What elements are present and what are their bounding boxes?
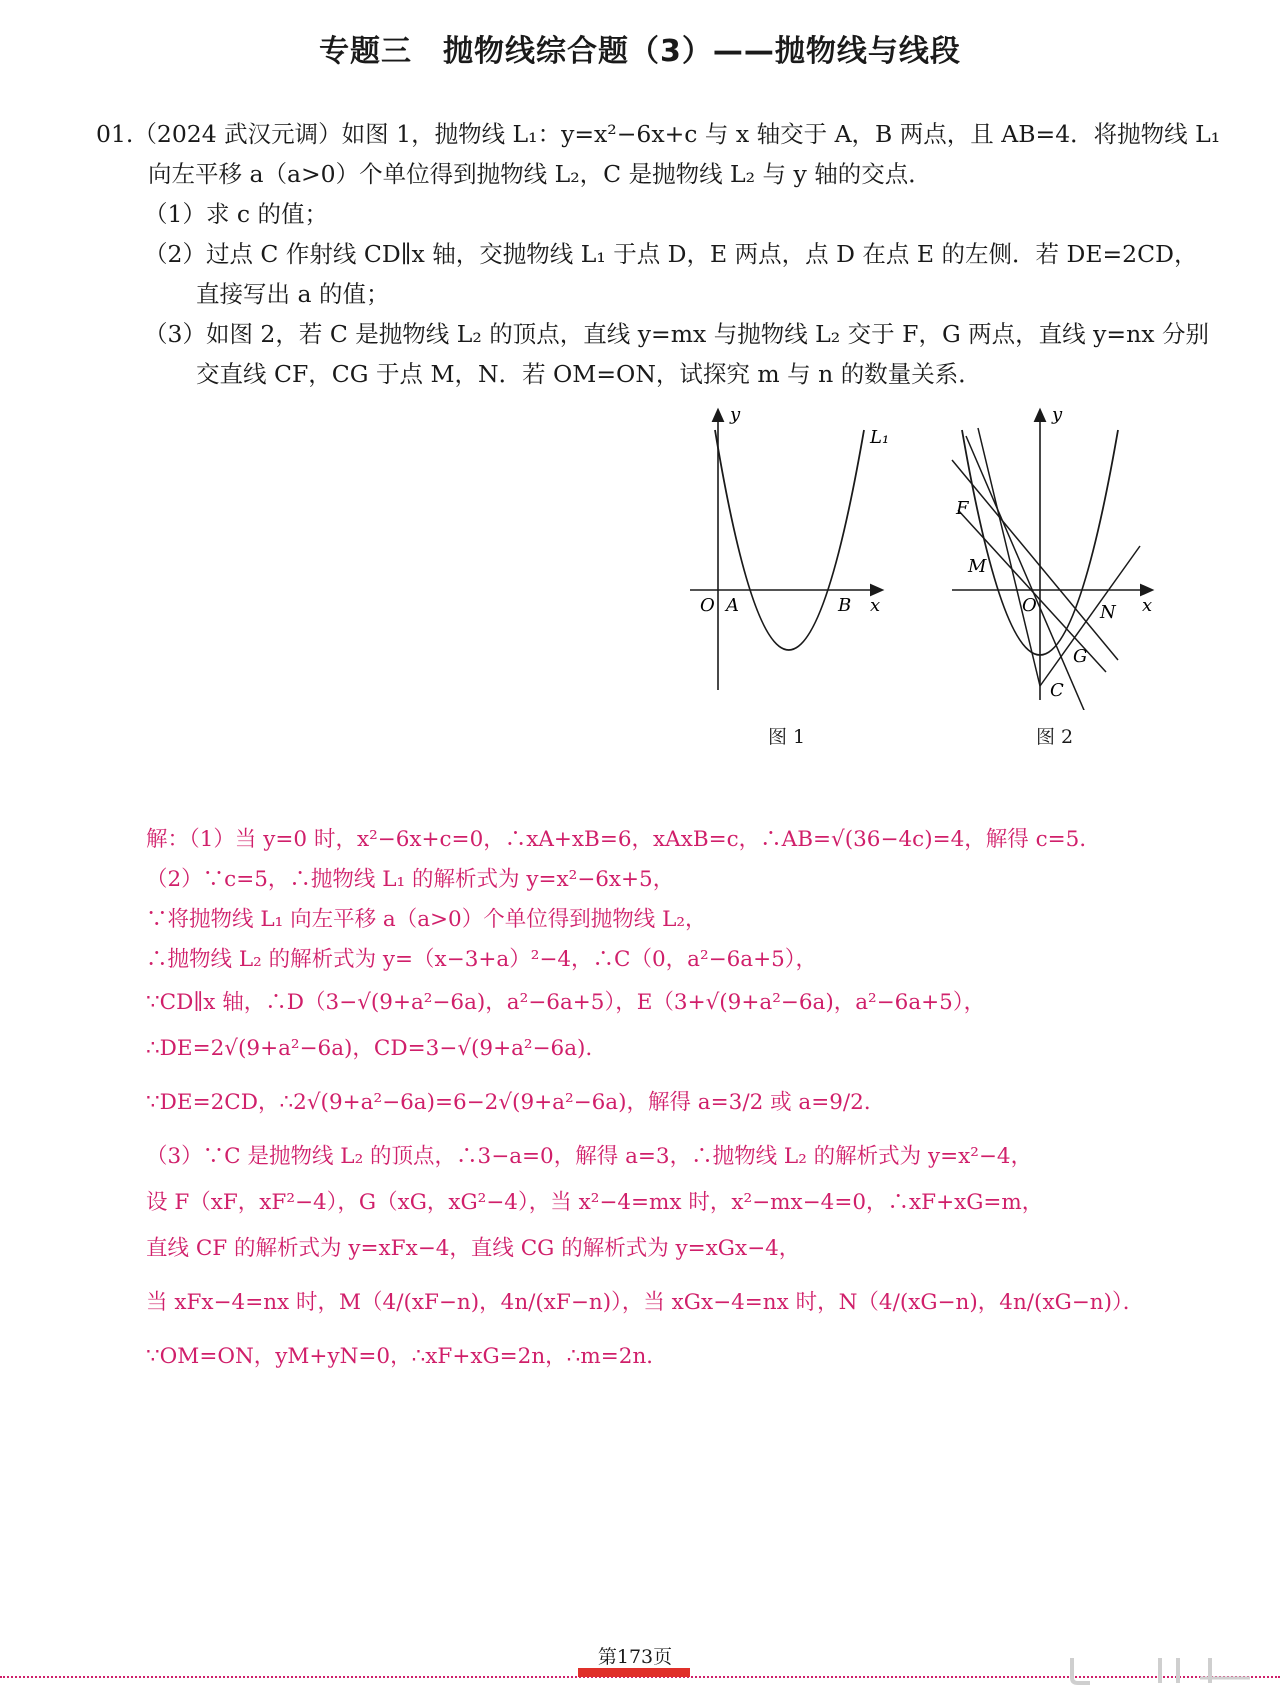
footer-accent-bar bbox=[578, 1668, 690, 1677]
solution-line: 直线 CF 的解析式为 y=xFx−4，直线 CG 的解析式为 y=xGx−4， bbox=[146, 1236, 801, 1261]
label-f: F bbox=[956, 498, 969, 519]
parabola-l1 bbox=[715, 430, 864, 650]
problem-line: （3）如图 2，若 C 是抛物线 L₂ 的顶点，直线 y=mx 与抛物线 L₂ 交于 F，G 两点，直线 y=nx 分别 bbox=[144, 320, 1209, 348]
problem-line: （1）求 c 的值； bbox=[144, 200, 329, 228]
label-g: G bbox=[1073, 646, 1088, 667]
solution-line: ∵DE=2CD，∴2√(9+a²−6a)=6−2√(9+a²−6a)，解得 a=3/2 或 a=9/2． bbox=[146, 1090, 886, 1115]
problem-line: 向左平移 a（a>0）个单位得到抛物线 L₂，C 是抛物线 L₂ 与 y 轴的交点． bbox=[148, 160, 932, 188]
solution-line: （2）∵c=5，∴抛物线 L₁ 的解析式为 y=x²−6x+5， bbox=[146, 867, 675, 892]
figure-2-caption: 图 2 bbox=[1036, 726, 1074, 748]
solution-text bbox=[146, 820, 1146, 1380]
label-o: O bbox=[700, 595, 715, 616]
problem-line: （2）过点 C 作射线 CD∥x 轴，交抛物线 L₁ 于点 D，E 两点，点 D 在点 E 的左侧．若 DE=2CD， bbox=[144, 240, 1198, 268]
figure-1-caption: 图 1 bbox=[768, 726, 806, 748]
watermark-marks bbox=[1060, 1656, 1260, 1686]
figure-1-diagram bbox=[690, 400, 920, 700]
problem-line: 交直线 CF，CG 于点 M，N．若 OM=ON，试探究 m 与 n 的数量关系． bbox=[196, 360, 982, 388]
solution-line: 设 F（xF，xF²−4），G（xG，xG²−4），当 x²−4=mx 时，x²−mx−4=0，∴xF+xG=m， bbox=[146, 1190, 1044, 1215]
solution-line: （3）∵C 是抛物线 L₂ 的顶点，∴3−a=0，解得 a=3，∴抛物线 L₂ 的解析式为 y=x²−4， bbox=[146, 1144, 1033, 1169]
page-number: 第173页 bbox=[597, 1646, 673, 1668]
label-l1: L₁ bbox=[870, 427, 890, 448]
label-a: A bbox=[726, 595, 739, 616]
label-y: y bbox=[730, 404, 741, 425]
solution-line: ∴DE=2√(9+a²−6a)，CD=3−√(9+a²−6a)． bbox=[146, 1036, 607, 1061]
label-b: B bbox=[838, 595, 852, 616]
label-c: C bbox=[1050, 680, 1064, 701]
label-n: N bbox=[1100, 602, 1116, 623]
problem-statement bbox=[96, 114, 1221, 394]
label-x: x bbox=[1142, 595, 1153, 616]
problem-line: 直接写出 a 的值； bbox=[196, 280, 390, 308]
solution-line: 当 xFx−4=nx 时，M（4/(xF−n)，4n/(xF−n)），当 xGx−4=nx 时，N（4/(xG−n)，4n/(xG−n)）． bbox=[146, 1290, 1145, 1315]
label-x: x bbox=[870, 595, 881, 616]
solution-line: 解：（1）当 y=0 时，x²−6x+c=0，∴xA+xB=6，xAxB=c，∴AB=√(36−4c)=4，解得 c=5． bbox=[146, 827, 1101, 852]
solution-line: ∵OM=ON，yM+yN=0，∴xF+xG=2n，∴m=2n． bbox=[146, 1344, 668, 1369]
figure-2-diagram bbox=[948, 400, 1158, 710]
solution-line: ∵将抛物线 L₁ 向左平移 a（a>0）个单位得到抛物线 L₂， bbox=[146, 907, 707, 932]
label-o: O bbox=[1022, 595, 1037, 616]
problem-line: 01.（2024 武汉元调）如图 1，抛物线 L₁：y=x²−6x+c 与 x 轴交于 A，B 两点，且 AB=4．将抛物线 L₁ bbox=[96, 120, 1221, 148]
solution-line: ∵CD∥x 轴，∴D（3−√(9+a²−6a)，a²−6a+5），E（3+√(9+a²−6a)，a²−6a+5）， bbox=[146, 990, 986, 1015]
label-m: M bbox=[968, 556, 987, 577]
solution-line: ∴抛物线 L₂ 的解析式为 y=（x−3+a）²−4，∴C（0，a²−6a+5）， bbox=[146, 947, 818, 972]
page-title: 专题三 抛物线综合题（3）——抛物线与线段 bbox=[319, 34, 961, 69]
line-cf-upper bbox=[978, 428, 1040, 686]
label-y: y bbox=[1052, 404, 1063, 425]
